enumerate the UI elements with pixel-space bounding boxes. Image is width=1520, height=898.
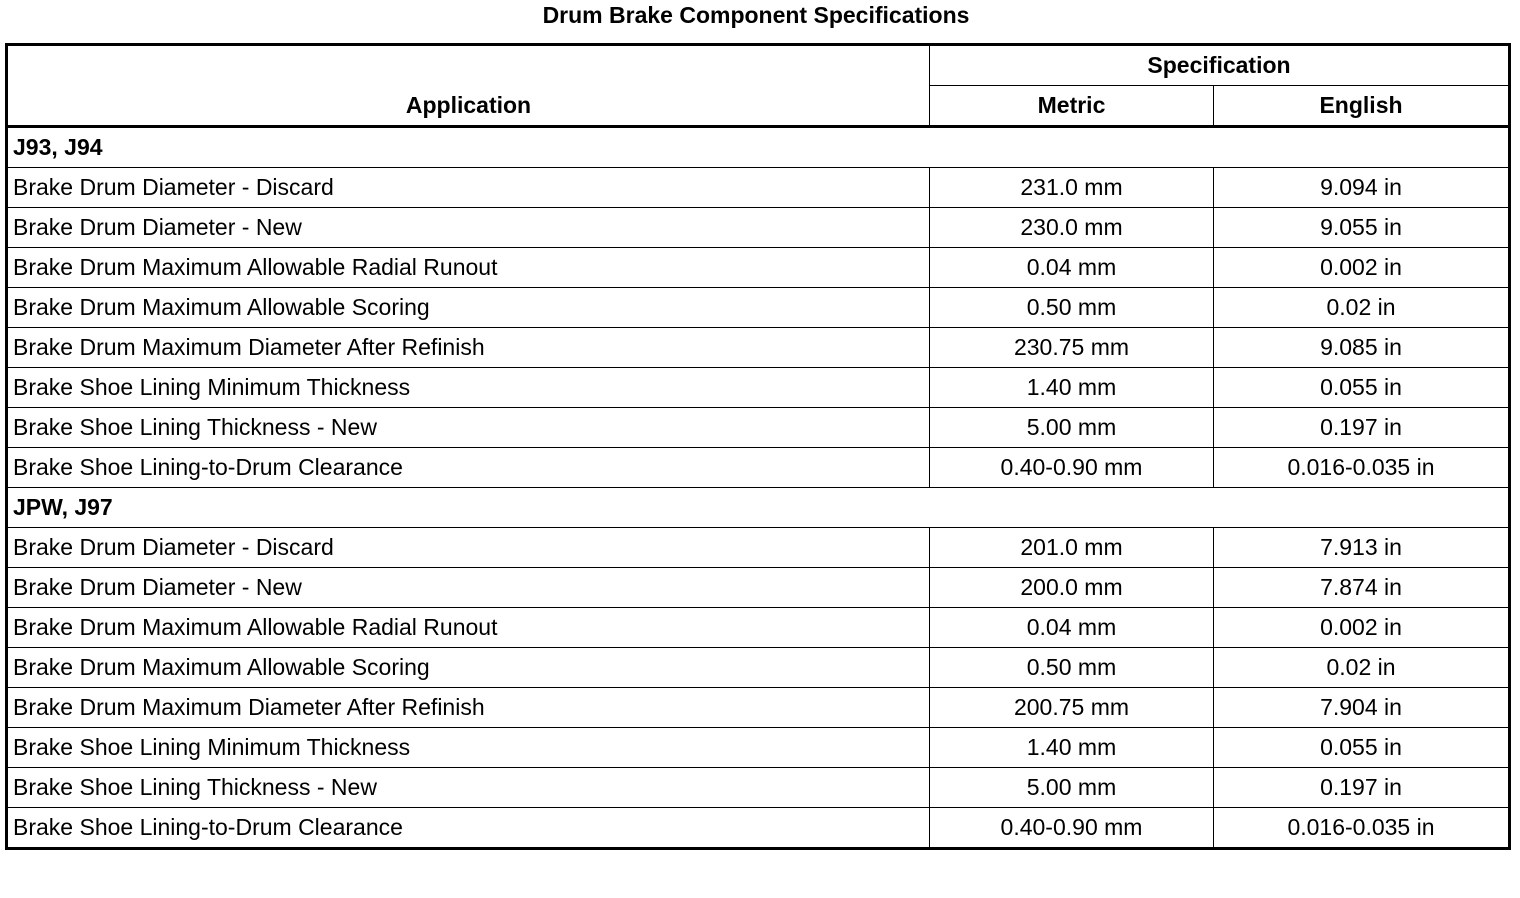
application-cell: Brake Drum Diameter - Discard (7, 528, 930, 568)
metric-cell: 200.75 mm (930, 688, 1214, 728)
application-cell: Brake Drum Maximum Allowable Scoring (7, 288, 930, 328)
english-cell: 0.197 in (1214, 768, 1510, 808)
spec-table (5, 43, 1511, 850)
metric-cell: 0.50 mm (930, 288, 1214, 328)
table-row (7, 448, 1510, 488)
metric-cell: 0.50 mm (930, 648, 1214, 688)
metric-cell: 200.0 mm (930, 568, 1214, 608)
metric-cell: 201.0 mm (930, 528, 1214, 568)
group-row (7, 127, 1510, 168)
english-cell: 0.055 in (1214, 728, 1510, 768)
metric-cell: 0.04 mm (930, 608, 1214, 648)
header-application: Application (7, 45, 930, 127)
application-cell: Brake Drum Maximum Diameter After Refinish (7, 328, 930, 368)
english-cell: 0.016-0.035 in (1214, 448, 1510, 488)
metric-cell: 0.04 mm (930, 248, 1214, 288)
metric-cell: 1.40 mm (930, 368, 1214, 408)
header-row-top (7, 45, 1510, 86)
metric-cell: 230.75 mm (930, 328, 1214, 368)
table-row (7, 288, 1510, 328)
table-row (7, 768, 1510, 808)
header-specification: Specification (930, 45, 1510, 86)
application-cell: Brake Drum Maximum Allowable Radial Runout (7, 608, 930, 648)
english-cell: 0.055 in (1214, 368, 1510, 408)
english-cell: 7.913 in (1214, 528, 1510, 568)
table-row (7, 408, 1510, 448)
metric-cell: 230.0 mm (930, 208, 1214, 248)
application-cell: Brake Drum Maximum Diameter After Refinish (7, 688, 930, 728)
application-cell: Brake Shoe Lining-to-Drum Clearance (7, 448, 930, 488)
application-cell: Brake Shoe Lining-to-Drum Clearance (7, 808, 930, 849)
group-label: JPW, J97 (7, 488, 1510, 528)
english-cell: 0.002 in (1214, 608, 1510, 648)
english-cell: 7.874 in (1214, 568, 1510, 608)
group-row (7, 488, 1510, 528)
english-cell: 0.02 in (1214, 648, 1510, 688)
table-row (7, 328, 1510, 368)
application-cell: Brake Shoe Lining Thickness - New (7, 768, 930, 808)
header-english: English (1214, 86, 1510, 127)
metric-cell: 5.00 mm (930, 768, 1214, 808)
english-cell: 0.002 in (1214, 248, 1510, 288)
table-row (7, 168, 1510, 208)
english-cell: 0.197 in (1214, 408, 1510, 448)
table-row (7, 248, 1510, 288)
group-label: J93, J94 (7, 127, 1510, 168)
table-row (7, 808, 1510, 849)
application-cell: Brake Shoe Lining Thickness - New (7, 408, 930, 448)
english-cell: 0.016-0.035 in (1214, 808, 1510, 849)
table-row (7, 648, 1510, 688)
table-row (7, 688, 1510, 728)
english-cell: 9.094 in (1214, 168, 1510, 208)
table-row (7, 608, 1510, 648)
page-title: Drum Brake Component Specifications (542, 2, 970, 28)
table-row (7, 728, 1510, 768)
english-cell: 9.085 in (1214, 328, 1510, 368)
header-metric: Metric (930, 86, 1214, 127)
metric-cell: 231.0 mm (930, 168, 1214, 208)
english-cell: 9.055 in (1214, 208, 1510, 248)
application-cell: Brake Drum Diameter - New (7, 568, 930, 608)
table-row (7, 208, 1510, 248)
metric-cell: 5.00 mm (930, 408, 1214, 448)
english-cell: 0.02 in (1214, 288, 1510, 328)
application-cell: Brake Shoe Lining Minimum Thickness (7, 368, 930, 408)
application-cell: Brake Drum Maximum Allowable Radial Runout (7, 248, 930, 288)
metric-cell: 1.40 mm (930, 728, 1214, 768)
english-cell: 7.904 in (1214, 688, 1510, 728)
table-row (7, 568, 1510, 608)
application-cell: Brake Shoe Lining Minimum Thickness (7, 728, 930, 768)
metric-cell: 0.40-0.90 mm (930, 448, 1214, 488)
table-row (7, 528, 1510, 568)
metric-cell: 0.40-0.90 mm (930, 808, 1214, 849)
application-cell: Brake Drum Maximum Allowable Scoring (7, 648, 930, 688)
table-row (7, 368, 1510, 408)
application-cell: Brake Drum Diameter - Discard (7, 168, 930, 208)
application-cell: Brake Drum Diameter - New (7, 208, 930, 248)
